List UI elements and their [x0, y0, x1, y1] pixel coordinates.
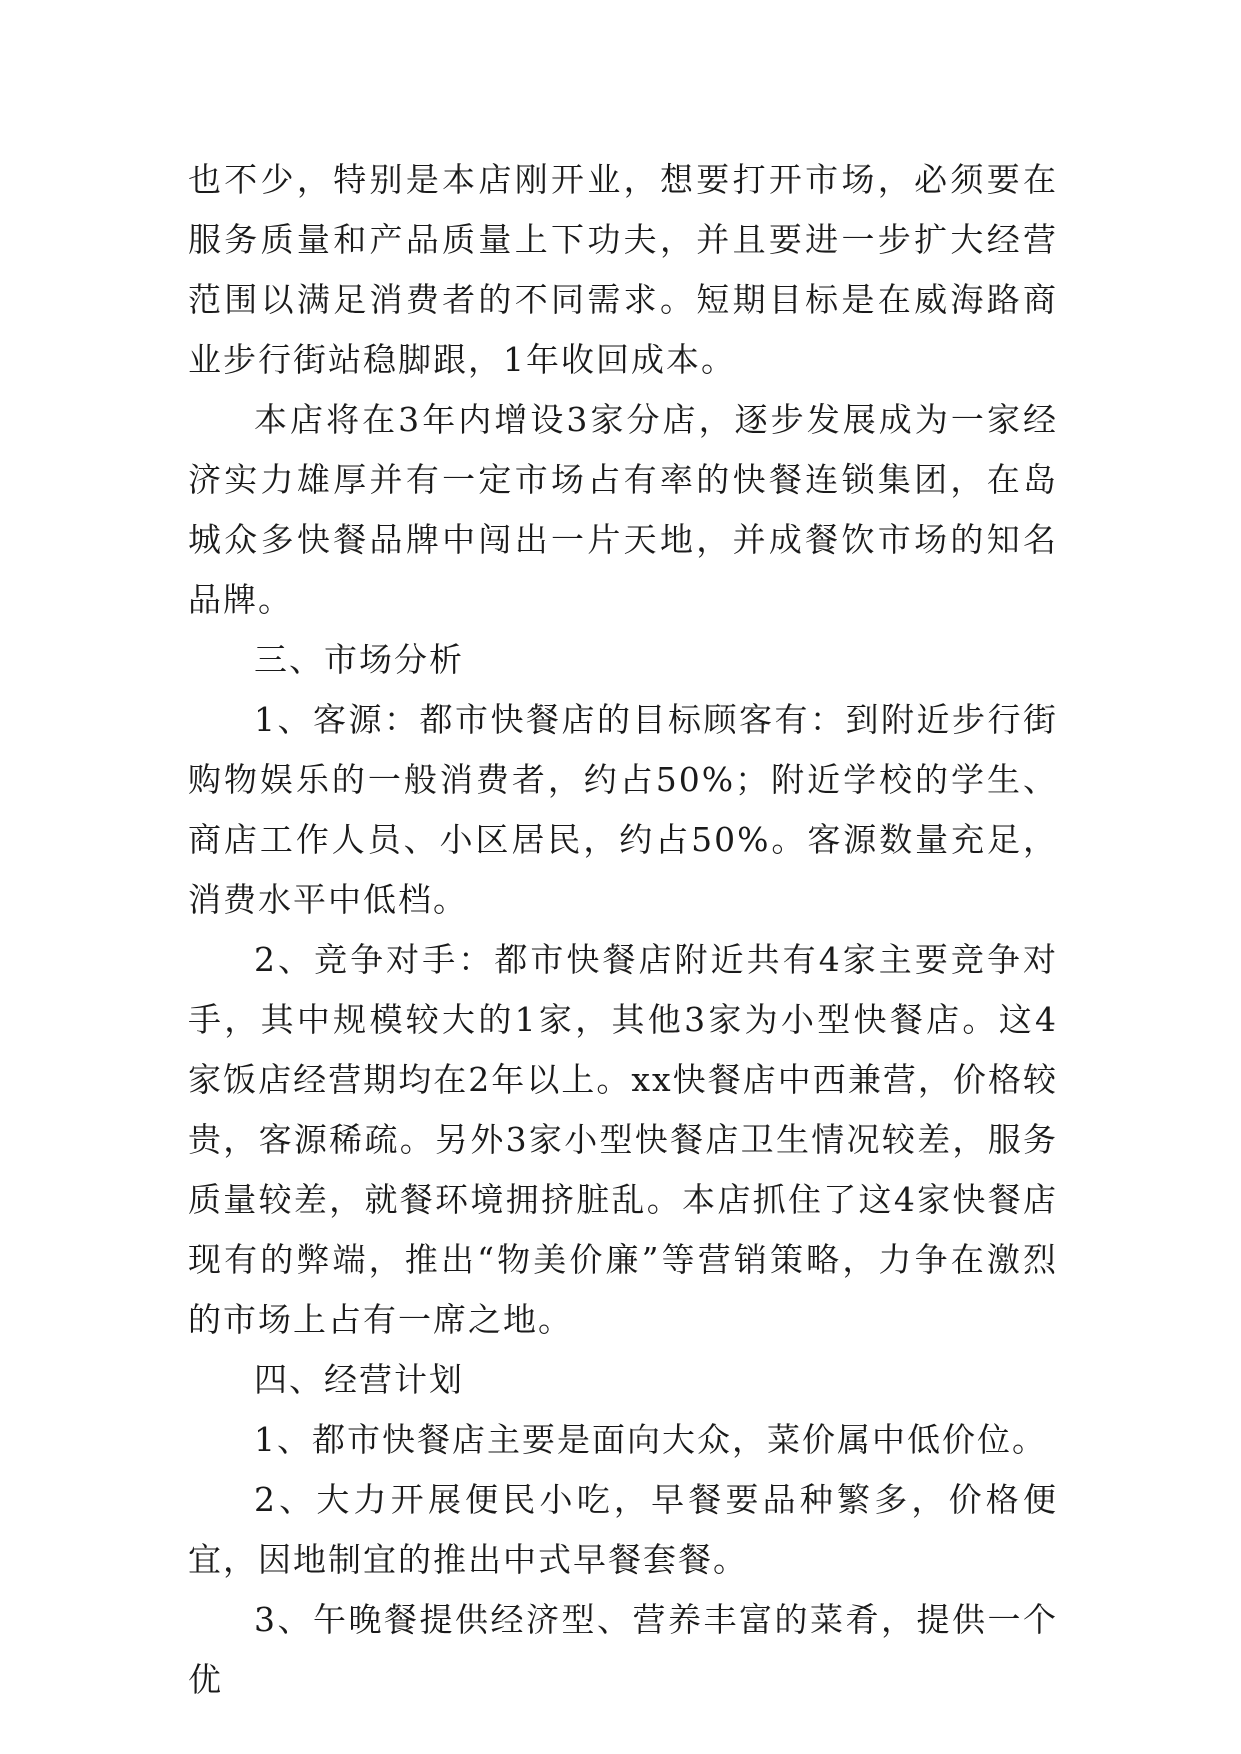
paragraph-continuation: 也不少，特别是本店刚开业，想要打开市场，必须要在服务质量和产品质量上下功夫，并且要进一步扩大经营范围以满足消费者的不同需求。短期目标是在威海路商业步行街站稳脚跟，1年收回成本。 [188, 160, 1058, 379]
paragraph-expansion-plan: 本店将在3年内增设3家分店，逐步发展成为一家经济实力雄厚并有一定市场占有率的快餐连锁集团，在岛城众多快餐品牌中闯出一片天地，并成餐饮市场的知名品牌。 [188, 400, 1058, 619]
section-heading-business-plan: 四、经营计划 [254, 1360, 464, 1399]
paragraph-customer-source: 1、客源：都市快餐店的目标顾客有：到附近步行街购物娱乐的一般消费者，约占50%；附近学校的学生、商店工作人员、小区居民，约占50%。客源数量充足，消费水平中低档。 [188, 700, 1058, 919]
section-heading-market-analysis: 三、市场分析 [254, 640, 464, 679]
paragraph-plan-item-2: 2、大力开展便民小吃，早餐要品种繁多，价格便宜，因地制宜的推出中式早餐套餐。 [188, 1480, 1058, 1579]
paragraph-competitors: 2、竞争对手：都市快餐店附近共有4家主要竞争对手，其中规模较大的1家，其他3家为小型快餐店。这4家饭店经营期均在2年以上。xx快餐店中西兼营，价格较贵，客源稀疏。另外3家小型快餐店卫生情况较差，服务质量较差，就餐环境拥挤脏乱。本店抓住了这4家快餐店现有的弊端，推出“物美价廉”等营销策略，力争在激烈的市场上占有一席之地。 [188, 940, 1058, 1339]
paragraph-plan-item-3: 3、午晚餐提供经济型、营养丰富的菜肴，提供一个优 [188, 1600, 1058, 1699]
body-text [188, 150, 1058, 1710]
paragraph-plan-item-1: 1、都市快餐店主要是面向大众，菜价属中低价位。 [254, 1420, 1047, 1459]
